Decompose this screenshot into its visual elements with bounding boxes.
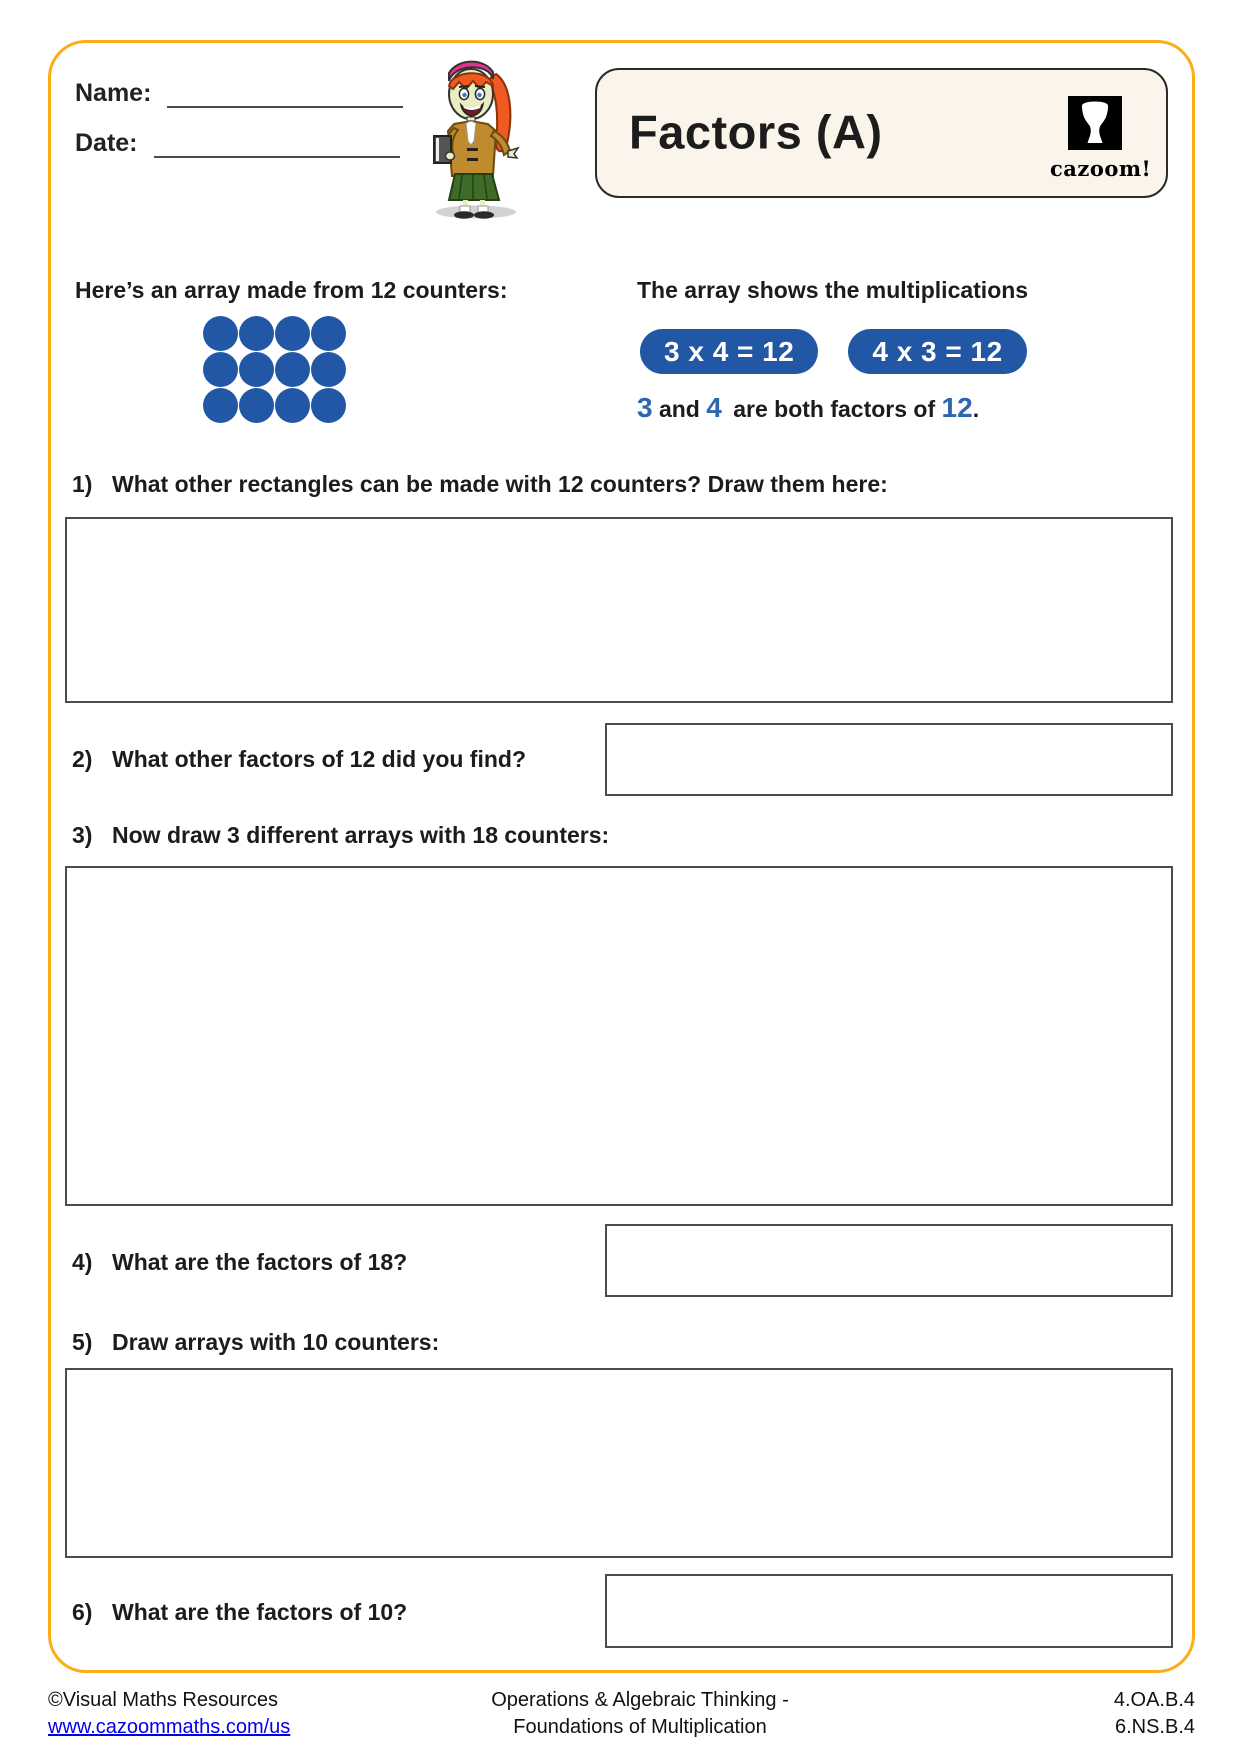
- counter-dot: [239, 352, 274, 387]
- counter-dot: [275, 316, 310, 351]
- question-5-number: 5): [72, 1329, 93, 1355]
- date-label: Date:: [75, 129, 138, 157]
- equation-pill-1: 3 x 4 = 12: [640, 329, 818, 374]
- intro-left-heading: Here’s an array made from 12 counters:: [75, 277, 508, 303]
- counter-dot: [275, 388, 310, 423]
- counter-dot: [239, 388, 274, 423]
- factors-sentence: [637, 392, 979, 424]
- footer-topic: [320, 1687, 960, 1741]
- question-1-number: 1): [72, 471, 93, 497]
- intro-right-heading: The array shows the multiplications: [637, 277, 1029, 303]
- question-4-answer-box[interactable]: [605, 1224, 1173, 1297]
- cazoom-logo: [1050, 96, 1152, 181]
- counter-dot: [311, 316, 346, 351]
- footer-website-link[interactable]: www.cazoommaths.com/us: [48, 1716, 291, 1738]
- counter-dot: [239, 316, 274, 351]
- page-title: Factors (A): [629, 105, 883, 159]
- question-4-text: What are the factors of 18?: [112, 1249, 408, 1275]
- factors-middle: are both factors of: [726, 396, 942, 422]
- name-input-line[interactable]: [167, 78, 403, 108]
- question-5-answer-box[interactable]: [65, 1368, 1173, 1558]
- equation-pill-2: 4 x 3 = 12: [848, 329, 1026, 374]
- question-6-text: What are the factors of 10?: [112, 1599, 408, 1625]
- question-5-label: [72, 1329, 439, 1356]
- equation-pills: [640, 329, 1027, 374]
- factors-period: .: [972, 396, 980, 422]
- counter-dot: [311, 388, 346, 423]
- footer-standards: [1114, 1687, 1195, 1741]
- counter-dot: [203, 388, 238, 423]
- factor-2: 4: [706, 392, 722, 423]
- question-4-number: 4): [72, 1249, 93, 1275]
- question-6-number: 6): [72, 1599, 93, 1625]
- date-field-row: [75, 128, 400, 158]
- date-input-line[interactable]: [154, 128, 400, 158]
- title-box: [595, 68, 1168, 198]
- counter-dot: [203, 316, 238, 351]
- question-2-label: [72, 746, 526, 773]
- question-3-label: [72, 822, 609, 849]
- cazoom-logo-text: cazoom!: [1050, 156, 1152, 181]
- factors-joiner: and: [652, 396, 707, 422]
- name-field-row: [75, 78, 403, 108]
- girl-student-icon: [422, 44, 528, 220]
- counter-array: [203, 316, 346, 423]
- footer-standard-1: 4.OA.B.4: [1113, 1689, 1195, 1711]
- footer-left: [48, 1687, 290, 1741]
- name-label: Name:: [75, 79, 152, 107]
- question-2-number: 2): [72, 746, 93, 772]
- question-1-answer-box[interactable]: [65, 517, 1173, 703]
- question-5-text: Draw arrays with 10 counters:: [112, 1329, 440, 1355]
- question-6-answer-box[interactable]: [605, 1574, 1173, 1648]
- girl-student-illustration: [422, 44, 528, 225]
- question-3-answer-box[interactable]: [65, 866, 1173, 1206]
- question-1-label: [72, 471, 888, 498]
- footer-topic-line-2: Foundations of Multiplication: [513, 1716, 767, 1738]
- footer-topic-line-1: Operations & Algebraic Thinking -: [491, 1689, 789, 1711]
- question-6-label: [72, 1599, 407, 1626]
- factor-1: 3: [637, 392, 653, 423]
- counter-dot: [203, 352, 238, 387]
- footer-copyright: ©Visual Maths Resources: [48, 1689, 279, 1711]
- question-2-answer-box[interactable]: [605, 723, 1173, 796]
- counter-dot: [311, 352, 346, 387]
- question-3-text: Now draw 3 different arrays with 18 counters:: [112, 822, 610, 848]
- drum-icon: [1068, 96, 1122, 150]
- factors-product: 12: [941, 392, 973, 423]
- footer-standard-2: 6.NS.B.4: [1114, 1716, 1195, 1738]
- question-3-number: 3): [72, 822, 93, 848]
- question-4-label: [72, 1249, 407, 1276]
- question-2-text: What other factors of 12 did you find?: [112, 746, 526, 772]
- counter-dot: [275, 352, 310, 387]
- question-1-text: What other rectangles can be made with 12 counters? Draw them here:: [112, 471, 888, 497]
